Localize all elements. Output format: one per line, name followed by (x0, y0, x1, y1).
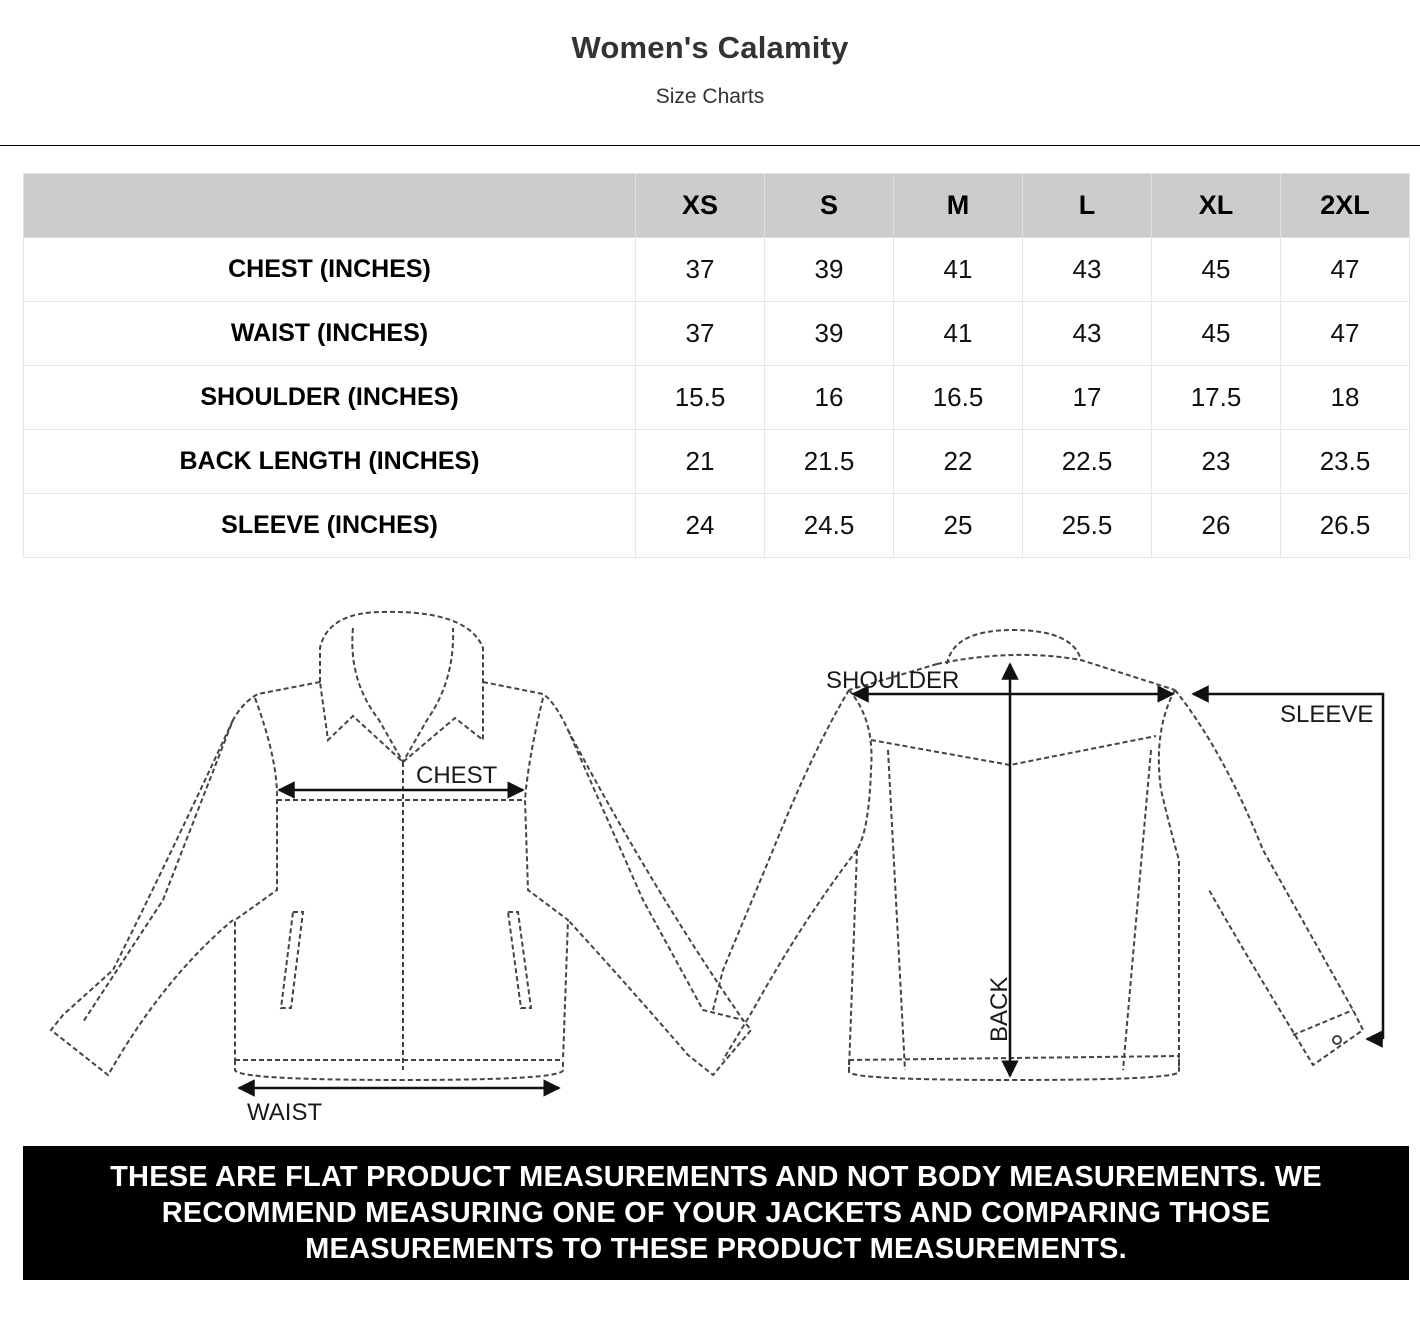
size-chart-table (23, 173, 1410, 558)
table-header-row (24, 174, 1410, 238)
table-cell: 22.5 (1023, 430, 1152, 494)
row-label: SLEEVE (INCHES) (24, 494, 636, 558)
column-header-m: M (894, 174, 1023, 238)
back-label: BACK (986, 976, 1013, 1042)
table-cell: 16 (765, 366, 894, 430)
notice-text: THESE ARE FLAT PRODUCT MEASUREMENTS AND NOT BODY MEASUREMENTS. WE RECOMMEND MEASURING ONE OF YOUR JACKETS AND COMPARING THOSE MEASUREMENTS TO THESE PRODUCT MEASUREMENTS. (110, 1161, 1322, 1265)
table-cell: 22 (894, 430, 1023, 494)
table-row-chest (24, 238, 1410, 302)
page-header (0, 0, 1420, 146)
table-cell: 23 (1152, 430, 1281, 494)
column-header-l: L (1023, 174, 1152, 238)
measurement-diagram (23, 590, 1409, 1135)
sleeve-label: SLEEVE (1280, 701, 1374, 728)
table-row-sleeve (24, 494, 1410, 558)
table-cell: 39 (765, 238, 894, 302)
table-cell: 43 (1023, 238, 1152, 302)
table-cell: 16.5 (894, 366, 1023, 430)
back-jacket-icon (713, 630, 1363, 1080)
row-label: BACK LENGTH (INCHES) (24, 430, 636, 494)
column-header-2xl: 2XL (1281, 174, 1410, 238)
column-header-xs: XS (636, 174, 765, 238)
table-cell: 45 (1152, 238, 1281, 302)
row-label: SHOULDER (INCHES) (24, 366, 636, 430)
shoulder-label: SHOULDER (826, 667, 960, 694)
table-cell: 25.5 (1023, 494, 1152, 558)
table-row-back-length (24, 430, 1410, 494)
table-cell: 47 (1281, 238, 1410, 302)
column-header-s: S (765, 174, 894, 238)
table-cell: 37 (636, 302, 765, 366)
row-label: WAIST (INCHES) (24, 302, 636, 366)
table-cell: 37 (636, 238, 765, 302)
column-header-xl: XL (1152, 174, 1281, 238)
table-cell: 15.5 (636, 366, 765, 430)
table-cell: 43 (1023, 302, 1152, 366)
row-label: CHEST (INCHES) (24, 238, 636, 302)
sleeve-arrow-icon (1193, 694, 1383, 1039)
table-cell: 18 (1281, 366, 1410, 430)
table-cell: 26.5 (1281, 494, 1410, 558)
table-cell: 47 (1281, 302, 1410, 366)
table-row-shoulder (24, 366, 1410, 430)
table-cell: 41 (894, 238, 1023, 302)
table-cell: 24 (636, 494, 765, 558)
measurement-notice-banner (23, 1146, 1409, 1280)
table-cell: 17.5 (1152, 366, 1281, 430)
table-row-waist (24, 302, 1410, 366)
waist-label: WAIST (247, 1099, 323, 1126)
table-cell: 21.5 (765, 430, 894, 494)
page-subtitle: Size Charts (655, 85, 765, 108)
table-cell: 39 (765, 302, 894, 366)
table-cell: 45 (1152, 302, 1281, 366)
page-title: Women's Calamity (571, 30, 849, 65)
table-cell: 23.5 (1281, 430, 1410, 494)
table-cell: 24.5 (765, 494, 894, 558)
table-cell: 25 (894, 494, 1023, 558)
column-header-blank (24, 174, 636, 238)
chest-label: CHEST (416, 762, 498, 789)
table-cell: 26 (1152, 494, 1281, 558)
table-cell: 41 (894, 302, 1023, 366)
table-cell: 21 (636, 430, 765, 494)
front-jacket-icon (51, 612, 751, 1080)
table-cell: 17 (1023, 366, 1152, 430)
